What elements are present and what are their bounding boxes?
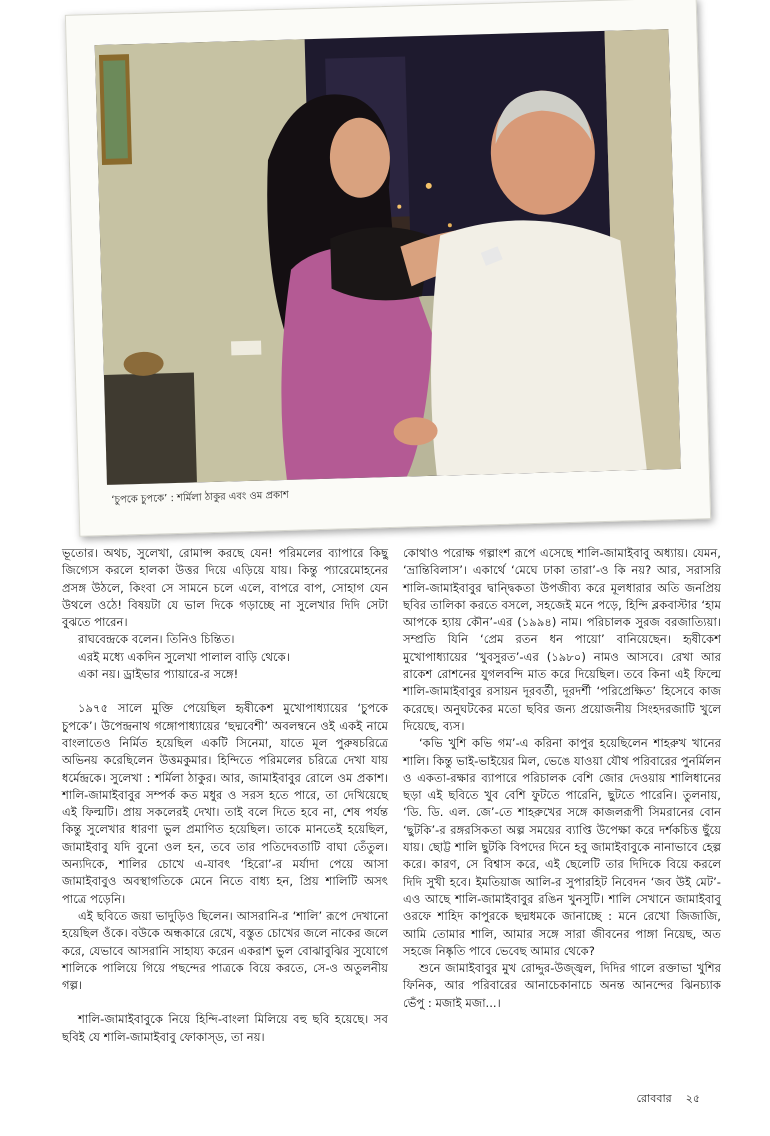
article-paragraph: শালি-জামাইবাবুকে নিয়ে হিন্দি-বাংলা মিলিয়ে বহু ছবি হয়েছে। সব ছবিই যে শালি-জামাইবাবু ফোকাস্‌ড, তা নয়। <box>62 1012 388 1044</box>
movie-still-photo <box>95 29 681 485</box>
photo-card <box>65 0 711 537</box>
article-paragraph: একা নয়। ড্রাইভার প্যায়ারে-র সঙ্গে! <box>78 667 239 682</box>
article-paragraph: রাঘবেন্দ্রকে বলেন। তিনিও চিন্তিত। <box>78 632 235 647</box>
movie-still-illustration <box>95 29 681 485</box>
article-paragraph: ১৯৭৫ সালে মুক্তি পেয়েছিল হৃষীকেশ মুখোপাধ্যায়ের ‘চুপকে চুপকে’। উপেন্দ্রনাথ গঙ্গোপাধ্যায়ের ‘ছদ্মবেশী’ অবলম্বনে ওই একই নামে বাংলাতেও নির্মিত হয়েছিল একটি সিনেমা, যাতে মূল পুরুষচরিত্রে অভিনয় করেছিলেন উত্তমকুমার। হিন্দিতে পরিমলের চরিত্রে দেখা যায় ধর্মেন্দ্রকে। সুলেখা : শর্মিলা ঠাকুর। আর, জামাইবাবুর রোলে ওম প্রকাশ। শালি-জামাইবাবুর সম্পর্ক কত মধুর ও সরস হতে পারে, তা দেখিয়েছে এই ফিল্মটি। প্রায় সকলেরই দেখা। তাই বলে দিতে হবে না, শেষ পর্যন্ত কিন্তু সুলেখার ধারণা ভুল প্রমাণিত হয়েছিল। তাকে মানতেই হয়েছিল, জামাইবাবু যদি বুনো ওল হন, তবে তার পতিদেবতাটি বাঘা তেঁতুল। অন্যদিকে, শালির চোখে এ-যাবৎ ‘হিরো’-র মর্যাদা পেয়ে আসা জামাইবাবুও অবস্থাগতিকে মেনে নিতে বাধ্য হন, প্রিয় শালিটি অসৎ পাত্রে পড়েনি। <box>62 701 388 906</box>
page-number: ২৫ <box>685 1092 700 1105</box>
photo-caption: ‘চুপকে চুপকে’ : শর্মিলা ঠাকুর এবং ওম প্রকাশ <box>111 489 289 506</box>
magazine-name: রোববার <box>636 1092 672 1105</box>
article-paragraph: এই ছবিতে জয়া ভাদুড়িও ছিলেন। আসরানি-র ‘শালি’ রূপে দেখানো হয়েছিল ওঁকে। বউকে অন্ধকারে রেখে, বস্তুত চোখের জলে নাকের জলে করে, যেভাবে আসরানি সাহায্য করেন একরাশ ভুল বোঝাবুঝির সুযোগে শালিকে পালিয়ে গিয়ে পছন্দের পাত্রকে বিয়ে করতে, সে-ও অতুলনীয় গল্প। <box>62 908 388 993</box>
page-footer <box>637 1090 701 1109</box>
article-paragraph: এরই মধ্যে একদিন সুলেখা পালাল বাড়ি থেকে। <box>78 649 290 664</box>
article-paragraph: কোথাও পরোক্ষ গল্পাংশ রূপে এসেছে শালি-জামাইবাবু অধ্যায়। যেমন, ‘ভ্রান্তিবিলাস’। একার্থে ‘মেঘে ঢাকা তারা’-ও কি নয়? আর, সরাসরি শালি-জামাইবাবুর দ্বান্দ্বিকতা উপজীব্য করে মূলধারার অতি জনপ্রিয় ছবির তালিকা করতে বসলে, সহজেই মনে পড়ে, হিন্দি ব্লকবাস্টার ‘হাম আপকে হ্যায় কৌন’-এর (১৯৯৪) নাম। পরিচালক সুরজ বরজাত্যিয়া। সম্প্রতি যিনি ‘প্রেম রতন ধন পায়ো’ বানিয়েছেন। হৃষীকেশ মুখোপাধ্যায়ের ‘খুবসুরত’-এর (১৯৮০) নামও আসবে। রেখা আর রাকেশ রোশনের যুগলবন্দি মাত করে দিয়েছিল। তবে কিনা এই ফিল্মে শালি-জামাইবাবুর রসায়ন দূরবর্তী, দূরদর্শী ‘পরিপ্রেক্ষিত’ হিসেবে কাজ করেছে। অনুঘটকের মতো ছবির জন্য প্রয়োজনীয় সিংহদরজাটি খুলে দিয়েছে, ব্যস। <box>403 546 721 733</box>
article-paragraph: ভূতোর। অথচ, সুলেখা, রোমান্স করছে যেন! পরিমলের ব্যাপারে কিছু জিগ্যেস করলে হালকা উত্তর দিয়ে এড়িয়ে যায়। কিন্তু প্যারেমোহনের প্রসঙ্গ উঠলে, কিংবা সে সামনে চলে এলে, বাপরে বাপ, সোহাগ যেন উথলে ওঠে! বিষয়টা যে ভাল দিকে গড়াচ্ছে না সুলেখার দিদি সেটা বুঝতে পারেন। <box>62 546 388 630</box>
article-paragraph: শুনে জামাইবাবুর মুখ রোদ্দুর-উজ্জ্বল, দিদির গালে রক্তাভা খুশির ফিনিক, আর পরিবারের আনাচেকানাচে অনন্ত আনন্দের ঝিনচ্যাক ভেঁপু : মজাই মজা...। <box>403 961 721 1010</box>
article-paragraph: ‘কভি খুশি কভি গম’-এ করিনা কাপুর হয়েছিলেন শাহরুখ খানের শালি। কিন্তু ভাই-ভাইয়ের মিল, ভেঙে যাওয়া যৌথ পরিবারের পুনর্মিলন ও একতা-রক্ষার ব্যাপারে পরিচালক বেশি জোর দেওয়ায় শালিধানের ছড়া এই ছবিতে খুব বেশি ফুটতে পারেনি, ছুটতে পারেনি। তুলনায়, ‘ডি. ডি. এল. জে’-তে শাহরুখের সঙ্গে কাজলরূপী সিমরানের বোন ‘ছুটকি’-র রঙ্গরসিকতা অল্প সময়ের ব্যাপ্তি উপেক্ষা করে দর্শকচিত্ত ছুঁয়ে যায়। ছোট্ট শালি ছুটকি বিপদের দিনে হবু জামাইবাবুকে নানাভাবে হেল্প করে। কারণ, সে বিশ্বাস করে, এই ছেলেটি তার দিদিকে বিয়ে করলে দিদি সুখী হবে। ইমতিয়াজ আলি-র সুপারহিট নিবেদন ‘জব উই মেট’-এও আছে শালি-জামাইবাবুর রঙিন খুনসুটি। শালি সেখানে জামাইবাবু ওরফে শাহিদ কাপুরকে ছদ্মধমকে জানাচ্ছে : মনে রেখো জিজাজি, আমি তোমার শালি, আমার সঙ্গে সারা জীবনের পাঙ্গা নিয়েছ, অত সহজে নিষ্কৃতি পাবে ভেবেছ আমার থেকে? <box>403 736 721 958</box>
article-right-column <box>403 545 721 1012</box>
article-left-column <box>62 545 388 1046</box>
